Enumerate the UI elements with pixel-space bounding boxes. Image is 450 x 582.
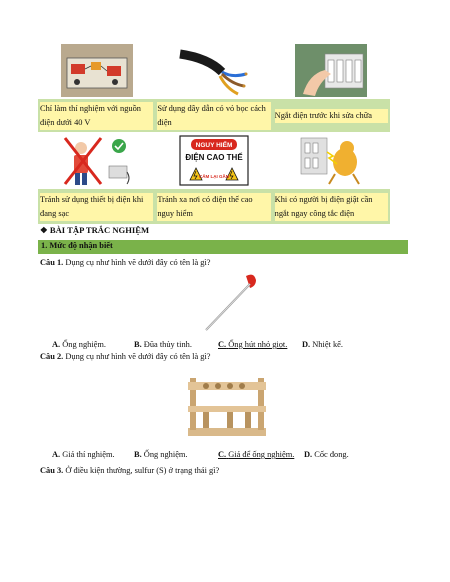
question-number: Câu 2. bbox=[40, 352, 64, 361]
sign-bottom-text: CẤM LẠI GẦN bbox=[198, 174, 229, 179]
high-voltage-sign-icon bbox=[178, 134, 250, 187]
answer-c[interactable]: C. Ống hút nhỏ giọt. bbox=[218, 340, 288, 349]
answer-d[interactable]: D. Cốc đong. bbox=[304, 450, 349, 459]
answer-c[interactable]: C. Giá để ống nghiệm. bbox=[218, 450, 295, 459]
answer-b[interactable]: B. Đũa thủy tinh. bbox=[134, 340, 192, 349]
safety-captions-row-2 bbox=[38, 189, 390, 224]
question-number: Câu 3. bbox=[40, 466, 64, 475]
dropper-icon bbox=[200, 270, 260, 334]
no-charging-device-icon bbox=[61, 134, 133, 187]
sign-middle-text: ĐIỆN CAO THẾ bbox=[185, 153, 243, 162]
test-tube-rack-icon bbox=[186, 368, 268, 440]
safety-caption: Sử dụng dây dẫn có vỏ bọc cách điện bbox=[157, 102, 270, 130]
answer-b[interactable]: B. Ống nghiệm. bbox=[134, 450, 188, 459]
section-title: ❖ BÀI TẬP TRẮC NGHIỆM bbox=[40, 225, 150, 235]
safety-caption: Chỉ làm thí nghiệm với nguồn điện dưới 40 V bbox=[40, 102, 153, 130]
safety-images-row-1 bbox=[38, 42, 390, 99]
answer-d[interactable]: D. Nhiệt kế. bbox=[302, 340, 343, 349]
test-tube-rack-image bbox=[186, 368, 268, 445]
question-3 bbox=[40, 466, 219, 475]
safety-caption: Ngắt điện trước khi sửa chữa bbox=[275, 109, 388, 123]
electric-cable-icon bbox=[178, 44, 250, 97]
safety-captions-row-1 bbox=[38, 99, 390, 132]
sign-top-text: NGUY HIỂM bbox=[195, 142, 233, 149]
circuit-board-icon bbox=[61, 44, 133, 97]
answer-a[interactable]: A. Giá thí nghiệm. bbox=[52, 450, 115, 459]
level-bar: 1. Mức độ nhận biết bbox=[38, 240, 408, 254]
safety-caption: Tránh xa nơi có điện thế cao nguy hiểm bbox=[157, 193, 270, 221]
safety-images-row-2 bbox=[38, 132, 390, 189]
electric-shock-icon bbox=[295, 134, 367, 187]
breaker-switch-icon bbox=[295, 44, 367, 97]
question-text: Dụng cụ như hình vẽ dưới đây có tên là gì? bbox=[65, 352, 211, 361]
safety-caption: Tránh sử dụng thiết bị điện khi đang sạc bbox=[40, 193, 153, 221]
question-number: Câu 1. bbox=[40, 258, 64, 267]
safety-table bbox=[38, 42, 390, 224]
question-text: Ở điều kiện thường, sulfur (S) ở trạng thái gì? bbox=[65, 466, 220, 475]
answer-a[interactable]: A. Ống nghiệm. bbox=[52, 340, 106, 349]
question-text: Dụng cụ như hình vẽ dưới đây có tên là gì? bbox=[65, 258, 211, 267]
question-1 bbox=[40, 258, 211, 267]
safety-caption: Khi có người bị điện giật cần ngắt ngay công tắc điện bbox=[275, 193, 388, 221]
dropper-image bbox=[200, 270, 260, 339]
question-2 bbox=[40, 352, 211, 361]
